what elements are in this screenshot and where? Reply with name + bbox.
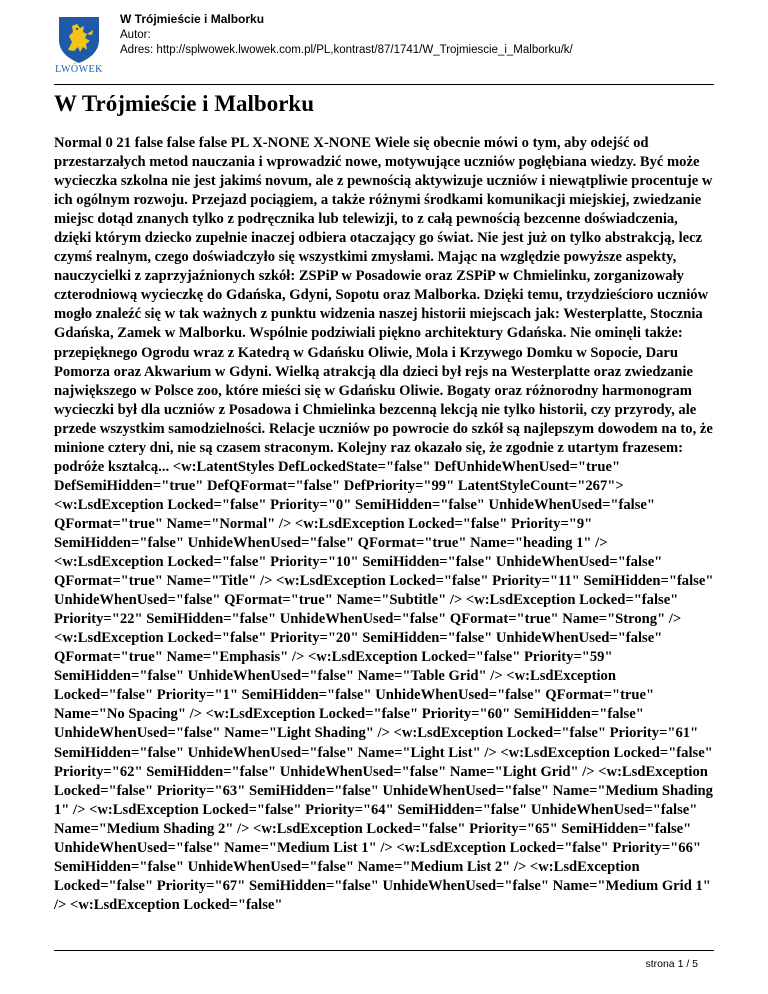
header-divider — [54, 84, 714, 85]
document-title: W Trójmieście i Malborku — [54, 91, 315, 116]
page-header — [54, 12, 714, 78]
logo-text: LWÓWEK — [55, 64, 103, 75]
meta-author: Autor: — [120, 28, 151, 41]
meta-title: W Trójmieście i Malborku — [120, 12, 265, 26]
document-meta — [120, 12, 573, 59]
document-body: Normal 0 21 false false false PL X-NONE X-NONE Wiele się obecnie mówi o tym, aby odejść od przestarzałych metod nauczania i wprowadzić nowe, motywujące uczniów pogłębiana wiedzy. Być może wycieczka szkolna nie jest jakimś novum, ale z pewnością aktywizuje uczniów i niewątpliwie procentuje w ich ogólnym rozwoju. Przejazd pociągiem, a także różnymi środkami komunikacji miejskiej, zwiedzanie miejsc dotąd znanych tylko z podręcznika lub telewizji, to z całą pewnością bezcenne doświadczenia, dzięki którym dziecko zupełnie inaczej odbiera otaczający go świat. Nie jest już on tylko abstrakcją, lecz czymś realnym, czego doświadczyło się wszystkimi zmysłami. Mając na względzie powyższe aspekty, nauczycielki z zaprzyjaźnionych szkół: ZSPiP w Posadowie oraz ZSPiP w Chmielinku, zorganizowały czterodniową wycieczkę do Gdańska, Gdyni, Sopotu oraz Malborka. Dzięki temu, trzydzieścioro uczniów mogło znaleźć się w tak ważnych z punktu widzenia naszej historii miejscach jak: Westerplatte, Stocznia Gdańska, Zamek w Malborku. Wspólnie podziwiali piękno architektury Gdańska. Nie ominęli także: przepięknego Ogrodu wraz z Katedrą w Gdańsku Oliwie, Mola i Krzywego Domku w Sopocie, Daru Pomorza oraz Akwarium w Gdyni. Wielką atrakcją dla dzieci był rejs na Westerplatte oraz zwiedzanie największego w Polsce zoo, które mieści się w Gdańsku Oliwie. Bogaty oraz różnorodny harmonogram wycieczki był dla uczniów z Posadowa i Chmielinka bezcenną lekcją nie tylko historii, czy przyrody, ale przede wszystkim samodzielności. Relacje uczniów po powrocie do szkół są najlepszym dowodem na to, że minione cztery dni, nie są czasem straconym. Kolejny raz okazało się, że zgodnie z utartym frazesem: podróże kształcą... <w:LatentStyles DefLockedState="false" DefUnhideWhenUsed="true" DefSemiHidden="true" DefQFormat="false" DefPriority="99" LatentStyleCount="267"> <w:LsdException Locked="false" Priority="0" SemiHidden="false" UnhideWhenUsed="false" QFormat="true" Name="Normal" /> <w:LsdException Locked="false" Priority="9" SemiHidden="false" UnhideWhenUsed="false" QFormat="true" Name="heading 1" /> <w:LsdException Locked="false" Priority="10" SemiHidden="false" UnhideWhenUsed="false" QFormat="true" Name="Title" /> <w:LsdException Locked="false" Priority="11" SemiHidden="false" UnhideWhenUsed="false" QFormat="true" Name="Subtitle" /> <w:LsdException Locked="false" Priority="22" SemiHidden="false" UnhideWhenUsed="false" QFormat="true" Name="Strong" /> <w:LsdException Locked="false" Priority="20" SemiHidden="false" UnhideWhenUsed="false" QFormat="true" Name="Emphasis" /> <w:LsdException Locked="false" Priority="59" SemiHidden="false" UnhideWhenUsed="false" Name="Table Grid" /> <w:LsdException Locked="false" Priority="1" SemiHidden="false" UnhideWhenUsed="false" QFormat="true" Name="No Spacing" /> <w:LsdException Locked="false" Priority="60" SemiHidden="false" UnhideWhenUsed="false" Name="Light Shading" /> <w:LsdException Locked="false" Priority="61" SemiHidden="false" UnhideWhenUsed="false" Name="Light List" /> <w:LsdException Locked="false" Priority="62" SemiHidden="false" UnhideWhenUsed="false" Name="Light Grid" /> <w:LsdException Locked="false" Priority="63" SemiHidden="false" UnhideWhenUsed="false" Name="Medium Shading 1" /> <w:LsdException Locked="false" Priority="64" SemiHidden="false" UnhideWhenUsed="false" Name="Medium Shading 2" /> <w:LsdException Locked="false" Priority="65" SemiHidden="false" UnhideWhenUsed="false" Name="Medium List 1" /> <w:LsdException Locked="false" Priority="66" SemiHidden="false" UnhideWhenUsed="false" Name="Medium List 2" /> <w:LsdException Locked="false" Priority="67" SemiHidden="false" UnhideWhenUsed="false" Name="Medium Grid 1" /> <w:LsdException Locked="false" — [54, 135, 714, 913]
footer-divider — [54, 950, 714, 951]
meta-address: Adres: http://splwowek.lwowek.com.pl/PL,kontrast/87/1741/W_Trojmiescie_i_Malborku/k/ — [120, 44, 573, 56]
page-number: strona 1 / 5 — [645, 958, 698, 970]
lion-shield-icon — [54, 14, 104, 64]
logo — [54, 14, 104, 78]
